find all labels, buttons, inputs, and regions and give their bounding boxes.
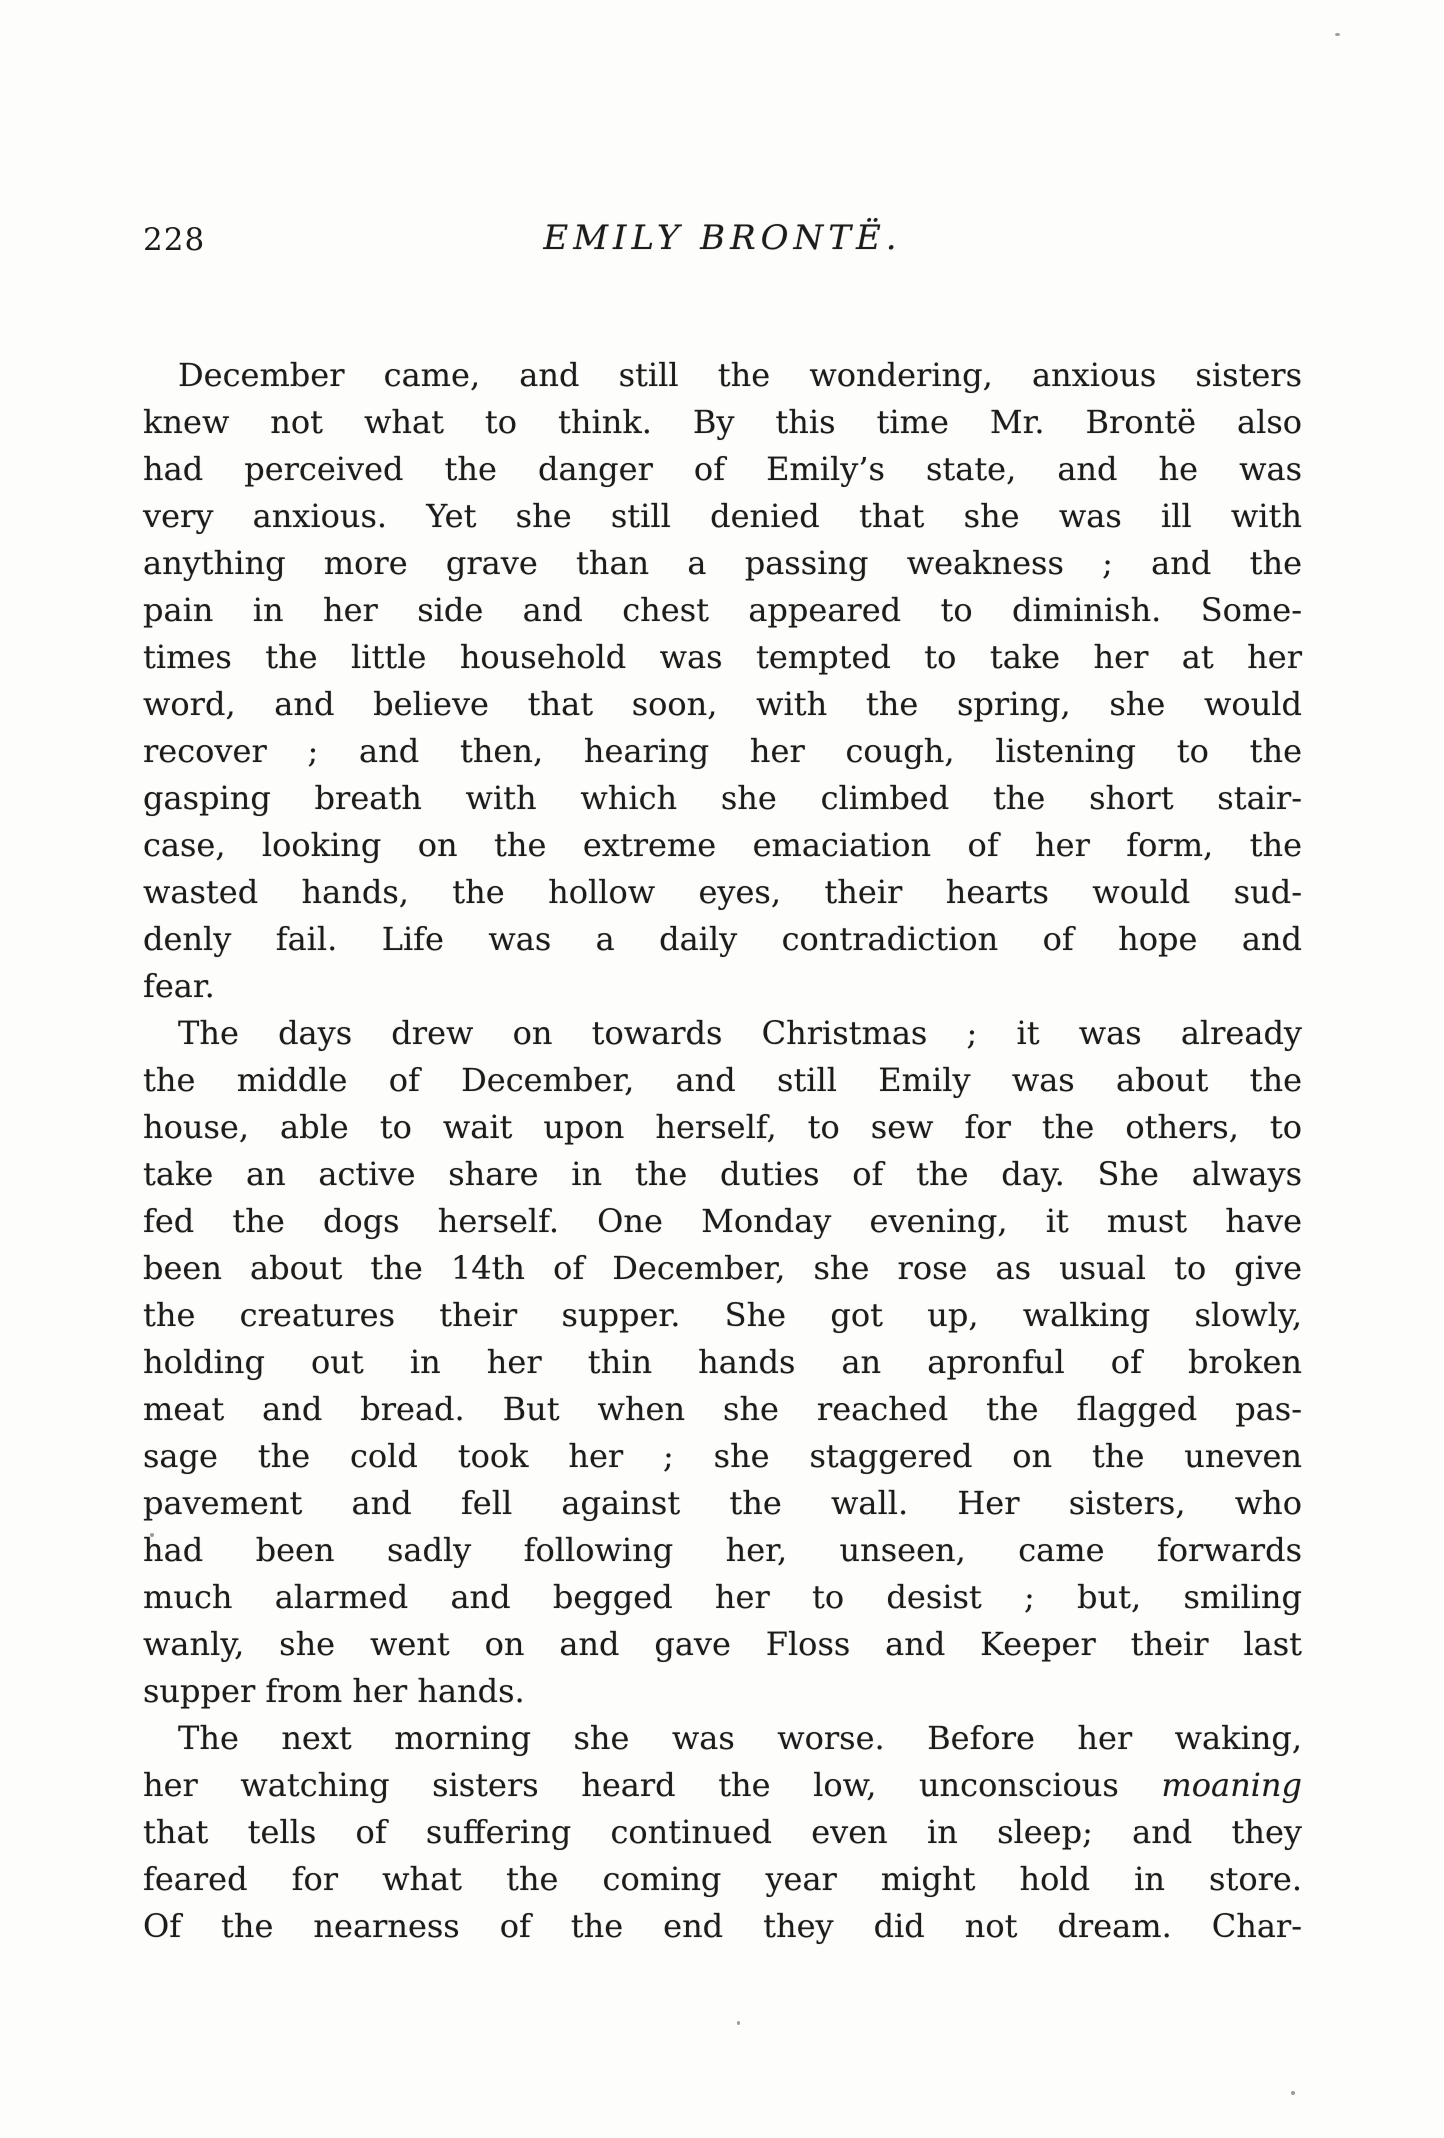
paragraph: [143, 1715, 1302, 1950]
text-line: house, able to wait upon herself, to sew for the others, to: [143, 1108, 1302, 1146]
text-line: meat and bread. But when she reached the flagged pas-: [143, 1390, 1302, 1428]
text-line: gasping breath with which she climbed the short stair-: [143, 779, 1302, 817]
text-line: supper from her hands.: [143, 1672, 525, 1710]
text-line: very anxious. Yet she still denied that she was ill with: [143, 497, 1302, 535]
text-line: the middle of December, and still Emily was about the: [143, 1061, 1302, 1099]
paragraph: [143, 1010, 1302, 1715]
text-line: fear.: [143, 967, 215, 1005]
text-line: recover ; and then, hearing her cough, listening to the: [143, 732, 1302, 770]
text-line: December came, and still the wondering, anxious sisters: [178, 356, 1302, 394]
text-line: [143, 1762, 1302, 1809]
italic-word: moaning: [1161, 1766, 1302, 1804]
text-segment: her watching sisters heard the low, unconscious: [143, 1766, 1162, 1804]
text-line: fed the dogs herself. One Monday evening, it must have: [143, 1202, 1302, 1240]
scan-speck: [1291, 2091, 1295, 2095]
text-line: holding out in her thin hands an apronful of broken: [143, 1343, 1302, 1381]
scan-speck: [737, 2021, 740, 2025]
text-line: that tells of suffering continued even in sleep; and they: [143, 1813, 1302, 1851]
text-line: much alarmed and begged her to desist ; but, smiling: [143, 1578, 1302, 1616]
text-line: been about the 14th of December, she rose as usual to give: [143, 1249, 1302, 1287]
text-line: wanly, she went on and gave Floss and Keeper their last: [143, 1625, 1302, 1663]
text-line: pavement and fell against the wall. Her sisters, who: [143, 1484, 1302, 1522]
scan-speck: [1335, 33, 1340, 36]
text-line: word, and believe that soon, with the spring, she would: [143, 685, 1302, 723]
text-block: [143, 0, 1302, 1950]
text-line: the creatures their supper. She got up, walking slowly,: [143, 1296, 1302, 1334]
text-line: had perceived the danger of Emily’s state, and he was: [143, 450, 1302, 488]
text-line: knew not what to think. By this time Mr. Brontë also: [143, 403, 1302, 441]
text-line: wasted hands, the hollow eyes, their hearts would sud-: [143, 873, 1302, 911]
text-line: pain in her side and chest appeared to diminish. Some-: [143, 591, 1302, 629]
text-line: anything more grave than a passing weakness ; and the: [143, 544, 1302, 582]
running-title: EMILY BRONTË.: [543, 218, 902, 258]
text-line: case, looking on the extreme emaciation of her form, the: [143, 826, 1302, 864]
body-text: [143, 352, 1302, 1950]
text-line: had been sadly following her, unseen, came forwards: [143, 1531, 1302, 1569]
page-header: [143, 215, 1302, 262]
page-number: 228: [143, 222, 206, 258]
text-line: sage the cold took her ; she staggered on the uneven: [143, 1437, 1302, 1475]
text-line: Of the nearness of the end they did not dream. Char-: [143, 1907, 1302, 1945]
text-line: The days drew on towards Christmas ; it was already: [178, 1014, 1302, 1052]
text-line: take an active share in the duties of the day. She always: [143, 1155, 1302, 1193]
text-line: The next morning she was worse. Before her waking,: [178, 1719, 1302, 1757]
text-line: times the little household was tempted to take her at her: [143, 638, 1302, 676]
text-line: denly fail. Life was a daily contradiction of hope and: [143, 920, 1302, 958]
text-line: feared for what the coming year might hold in store.: [143, 1860, 1302, 1898]
paragraph: [143, 352, 1302, 1010]
